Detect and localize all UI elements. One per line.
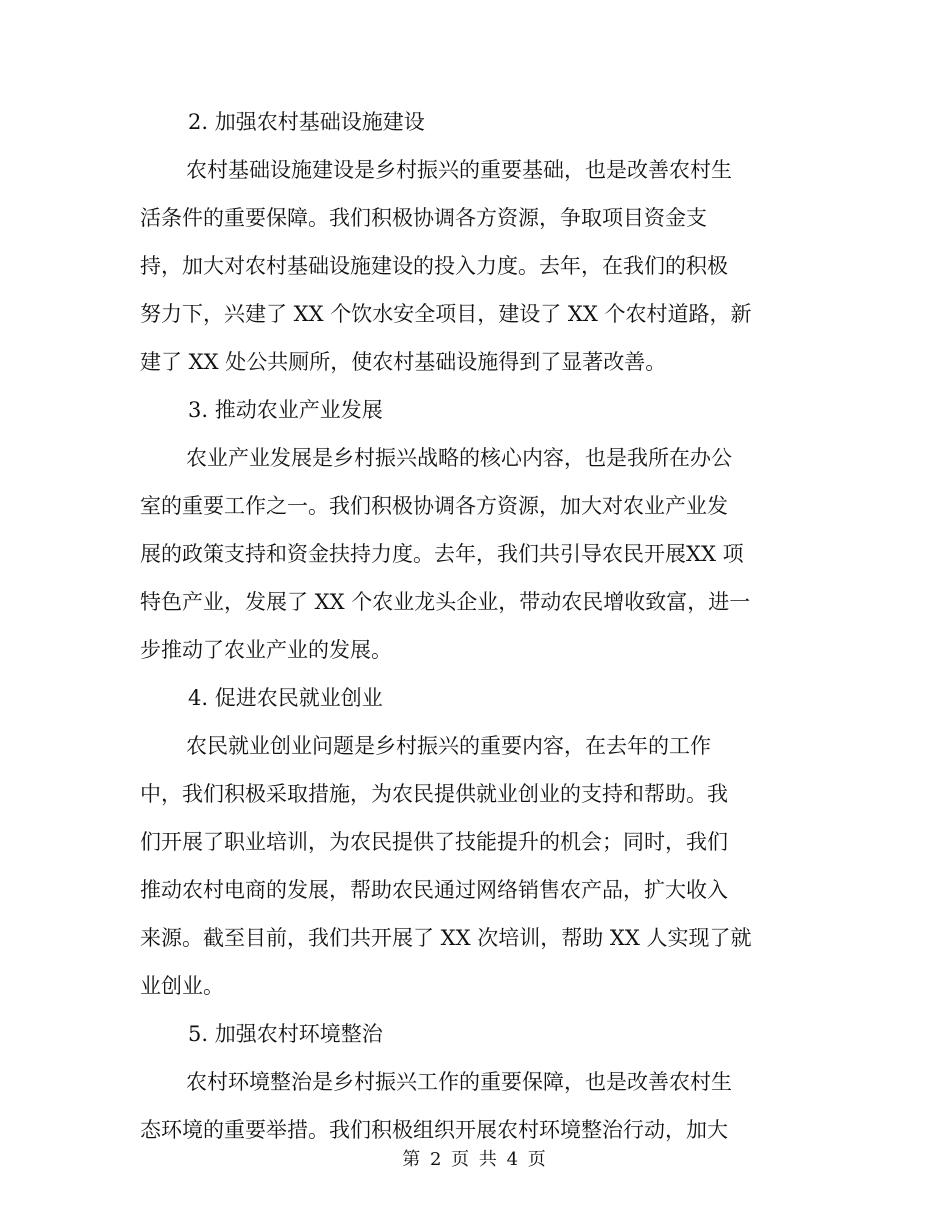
text-line: 农业产业发展是乡村振兴战略的核心内容，也是我所在办公 <box>186 446 732 470</box>
text-line: 农民就业创业问题是乡村振兴的重要内容，在去年的工作 <box>186 734 711 758</box>
text-line: 步推动了农业产业的发展。 <box>140 638 392 662</box>
text-line: 展的政策支持和资金扶持力度。去年，我们共引导农民开展XX 项 <box>140 542 744 566</box>
section-heading: 4. 促进农民就业创业 <box>188 686 383 710</box>
text-line: 特色产业，发展了 XX 个农业龙头企业，带动农民增收致富，进一 <box>140 590 751 614</box>
text-line: 业创业。 <box>140 974 224 998</box>
text-line: 建了 XX 处公共厕所，使农村基础设施得到了显著改善。 <box>140 350 667 374</box>
text-line: 们开展了职业培训，为农民提供了技能提升的机会；同时，我们 <box>140 830 728 854</box>
text-line: 农村环境整治是乡村振兴工作的重要保障，也是改善农村生 <box>186 1070 732 1094</box>
text-line: 来源。截至目前，我们共开展了 XX 次培训，帮助 XX 人实现了就 <box>140 926 752 950</box>
text-line: 中，我们积极采取措施，为农民提供就业创业的支持和帮助。我 <box>140 782 728 806</box>
text-line: 推动农村电商的发展，帮助农民通过网络销售农产品，扩大收入 <box>140 878 728 902</box>
document-body <box>140 98 805 1154</box>
text-line: 态环境的重要举措。我们积极组织开展农村环境整治行动，加大 <box>140 1118 728 1142</box>
section-heading: 2. 加强农村基础设施建设 <box>188 110 425 134</box>
section-heading: 5. 加强农村环境整治 <box>188 1022 383 1046</box>
text-line: 持，加大对农村基础设施建设的投入力度。去年，在我们的积极 <box>140 254 728 278</box>
text-line: 努力下，兴建了 XX 个饮水安全项目，建设了 XX 个农村道路，新 <box>140 302 752 326</box>
text-line: 农村基础设施建设是乡村振兴的重要基础，也是改善农村生 <box>186 158 732 182</box>
section-heading: 3. 推动农业产业发展 <box>188 398 383 422</box>
text-line: 活条件的重要保障。我们积极协调各方资源，争取项目资金支 <box>140 206 707 230</box>
text-line: 室的重要工作之一。我们积极协调各方资源，加大对农业产业发 <box>140 494 728 518</box>
page-footer: 第 2 页 共 4 页 <box>402 1149 548 1170</box>
